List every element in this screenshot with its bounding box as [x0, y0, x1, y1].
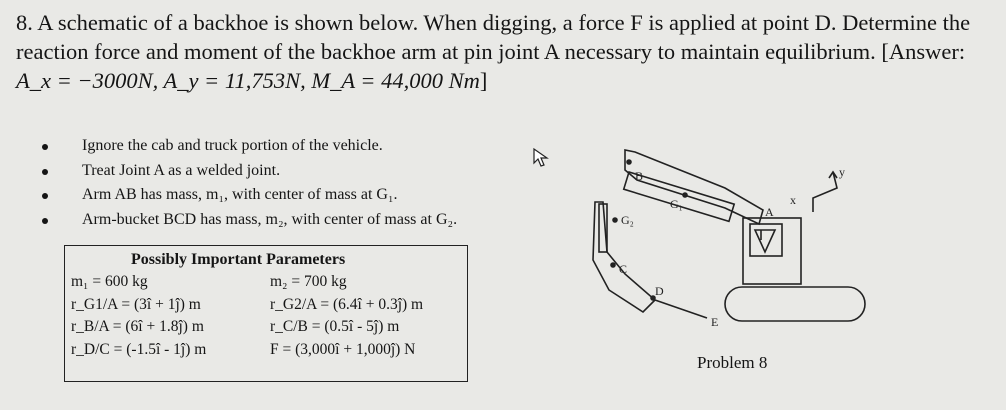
parameter: r_B/A = (6î + 1.8ĵ) m	[71, 318, 204, 335]
parameter: m₂ = 700 kg	[270, 273, 347, 290]
figure-caption: Problem 8	[697, 353, 768, 372]
point-c	[611, 263, 615, 267]
bullet-text: Ignore the cab and truck portion of the vehicle.	[82, 137, 383, 154]
parameters-right-column	[270, 271, 423, 361]
point-b	[627, 160, 631, 164]
answer-values: A_x = −3000N, A_y = 11,753N, M_A = 44,000 Nm	[16, 68, 480, 93]
bullet-icon	[42, 144, 48, 150]
point-g2	[613, 218, 617, 222]
parameters-title: Possibly Important Parameters	[131, 251, 346, 268]
list-item	[36, 159, 596, 184]
label-a: A	[765, 205, 774, 219]
label-e: E	[711, 315, 719, 329]
joint-a-symbol	[755, 230, 775, 252]
assumptions-list	[36, 134, 596, 232]
label-g1: G₁	[670, 197, 683, 211]
parameter: r_D/C = (-1.5î - 1ĵ) m	[71, 340, 207, 358]
list-item	[36, 208, 596, 233]
arm-ab	[625, 150, 763, 224]
problem-statement	[16, 8, 991, 95]
bullet-icon	[42, 193, 48, 199]
problem-text: 8. A schematic of a backhoe is shown below. When digging, a force F is applied at point D. Determine the reaction force and moment of the backhoe arm at pin joint A necessary to maintain equilibrium.	[16, 10, 971, 64]
answer-suffix: ]	[479, 68, 488, 93]
backhoe-schematic	[585, 140, 985, 345]
truck-body	[743, 218, 801, 284]
parameter: r_C/B = (0.5î - 5ĵ) m	[270, 318, 400, 335]
mouse-pointer-icon	[532, 147, 552, 169]
bullet-text: Arm AB has mass, m₁, with center of mass at G₁.	[82, 186, 398, 203]
parameter: r_G2/A = (6.4î + 0.3ĵ) m	[270, 295, 424, 313]
label-c: C	[619, 262, 628, 276]
parameter: r_G1/A = (3î + 1ĵ) m	[71, 295, 201, 313]
label-y: y	[839, 165, 845, 179]
parameter: m₁ = 600 kg	[71, 273, 148, 290]
list-item	[36, 183, 596, 208]
label-d: D	[655, 284, 664, 298]
label-x: x	[790, 193, 796, 207]
list-item	[36, 134, 596, 159]
force-line	[655, 300, 707, 318]
label-b: B	[635, 169, 644, 183]
bullet-text: Treat Joint A as a welded joint.	[82, 161, 281, 179]
parameters-left-column	[71, 271, 206, 361]
coordinate-axes	[813, 172, 837, 212]
bullet-text: Arm-bucket BCD has mass, m₂, with center of mass at G₂.	[82, 210, 458, 228]
point-g1	[683, 193, 687, 197]
parameter: F = (3,000î + 1,000ĵ) N	[270, 340, 416, 358]
tread	[725, 287, 865, 321]
parameters-box	[64, 245, 468, 382]
label-g2: G₂	[621, 213, 634, 227]
bullet-icon	[42, 169, 48, 175]
bullet-icon	[42, 218, 48, 224]
answer-prefix: [Answer:	[881, 39, 966, 64]
